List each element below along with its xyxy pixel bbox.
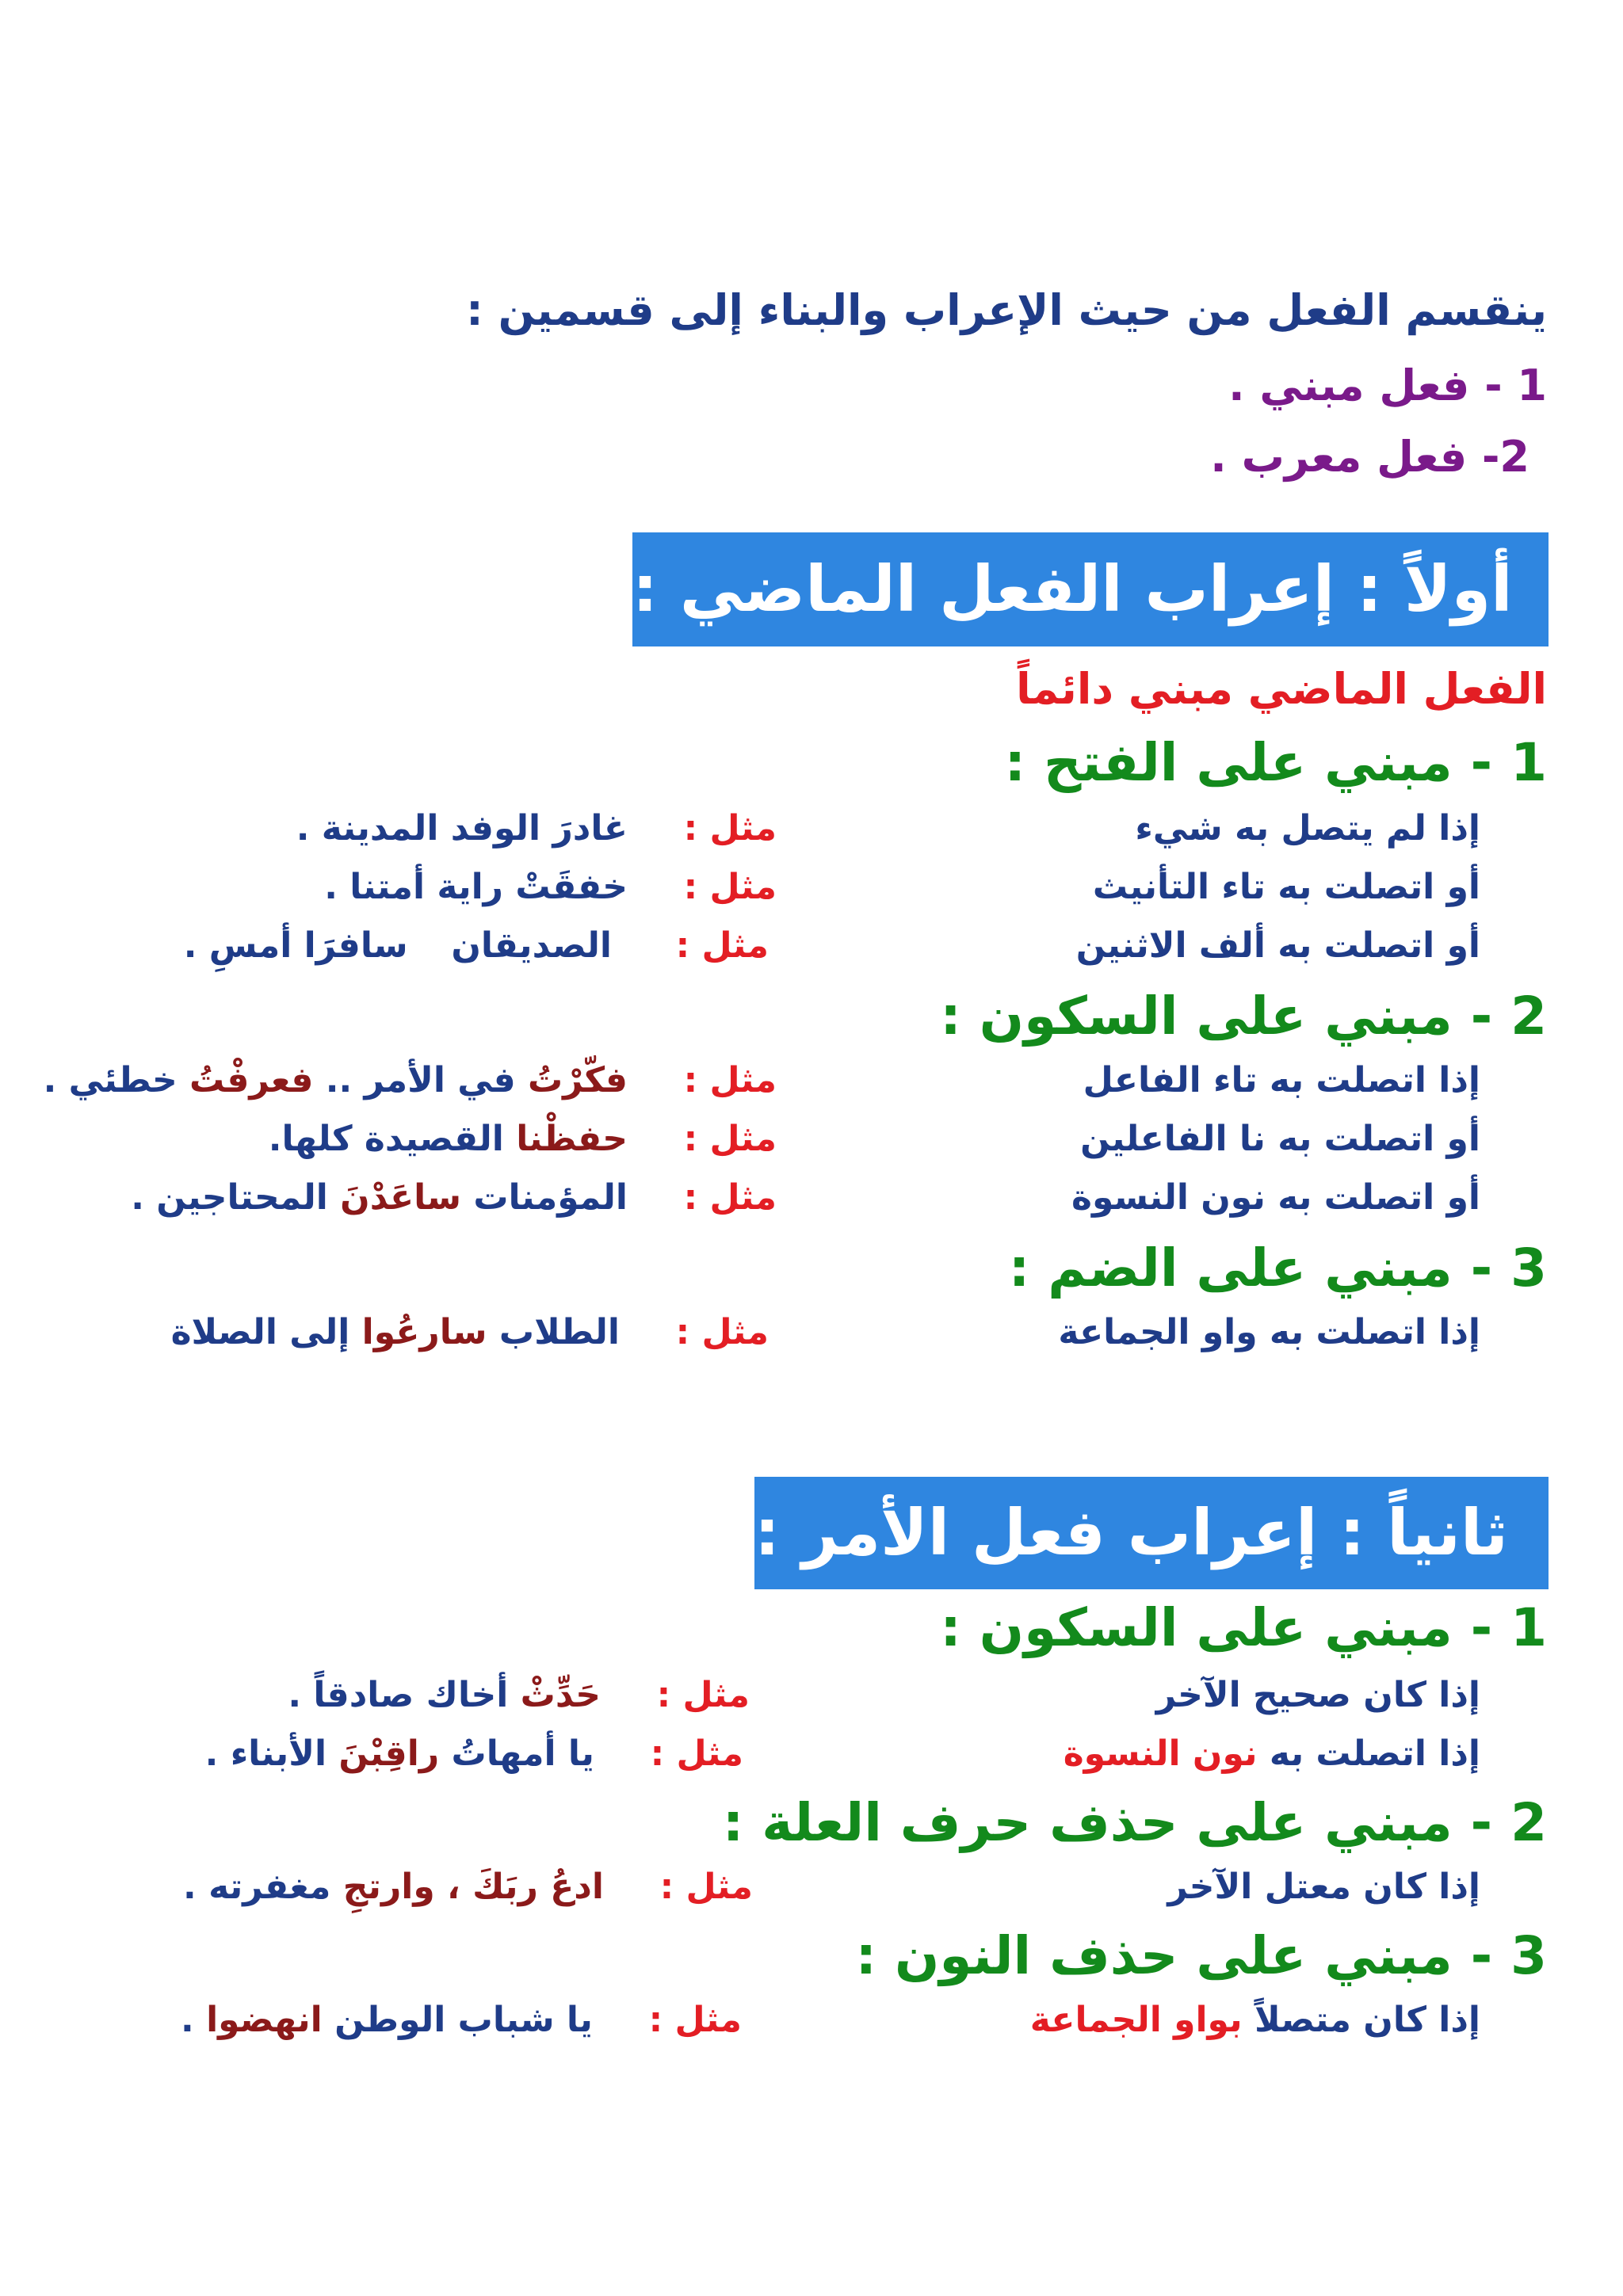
imperative-banner: [754, 1477, 1549, 1589]
example-label: مثل :: [683, 1177, 777, 1218]
intro-item-1: 1 - فعل مبني .: [1228, 360, 1547, 410]
past-s1-example-3: [183, 925, 769, 966]
example-label: مثل :: [675, 1312, 769, 1352]
example-verb-1: حفظْنا: [516, 1119, 628, 1159]
example-text-end: المحتاجين .: [131, 1177, 328, 1218]
imperative-s1-cond-2: [1063, 1733, 1480, 1774]
example-text: خفقَتْ راية أمتنا .: [324, 867, 628, 907]
past-s2-cond-2: أو اتصلت به نا الفاعلين: [1080, 1119, 1480, 1159]
imperative-banner-title: ثانياً : إعراب فعل الأمر :: [754, 1496, 1508, 1569]
example-text-end: .: [181, 2000, 194, 2040]
example-text-a: الصديقان: [451, 925, 612, 966]
past-s2-example-3: [131, 1177, 777, 1218]
example-text-mid: في الأمر ..: [325, 1060, 516, 1100]
past-banner: [632, 532, 1549, 646]
example-text-end: إلى الصلاة: [170, 1312, 350, 1352]
example-verb-1: ساعَدْنَ: [340, 1177, 461, 1218]
example-verb-2: فعرفْتُ: [189, 1060, 314, 1100]
cond-text: إذا كان متصلاً: [1254, 2000, 1480, 2040]
intro-item-2: 2- فعل معرب .: [1210, 432, 1529, 482]
past-s3-title: 3 - مبني على الضم :: [1008, 1238, 1547, 1299]
example-text-end: مغفرته .: [183, 1867, 331, 1907]
past-s1-example-1: [296, 808, 777, 849]
cond-text: إذا اتصلت به: [1269, 1733, 1480, 1774]
example-text-end: القصيدة كلها.: [268, 1119, 504, 1159]
past-s2-example-2: [268, 1119, 777, 1159]
example-text-mid: ربَكَ ،: [447, 1867, 538, 1907]
past-s1-example-2: [324, 867, 777, 907]
past-s1-cond-3: أو اتصلت به ألف الاثنين: [1075, 925, 1480, 966]
intro-line: ينقسم الفعل من حيث الإعراب والبناء إلى قسمين :: [466, 285, 1547, 335]
example-verb-1: انهضوا: [206, 2000, 323, 2040]
imperative-s1-title: 1 - مبني على السكون :: [940, 1597, 1547, 1658]
example-verb-2: وارتجِ: [342, 1867, 435, 1907]
past-s2-title: 2 - مبني على السكون :: [940, 986, 1547, 1047]
example-label: مثل :: [656, 1675, 750, 1715]
past-s1-cond-1: إذا لم يتصل به شيء: [1135, 808, 1480, 849]
example-label: مثل :: [683, 867, 777, 907]
example-text-start: يا شباب الوطن: [334, 2000, 593, 2040]
past-s3-example-1: [170, 1312, 769, 1352]
past-s2-cond-3: أو اتصلت به نون النسوة: [1071, 1177, 1480, 1218]
example-label: مثل :: [683, 808, 777, 849]
example-text-end: أخاك صادقاً .: [288, 1675, 509, 1715]
example-text-start: الطلاب: [498, 1312, 620, 1352]
example-label: مثل :: [675, 925, 769, 966]
example-verb-1: ادعُ: [550, 1867, 604, 1907]
example-label: مثل :: [659, 1867, 753, 1907]
imperative-s2-example-1: [183, 1867, 753, 1907]
past-banner-title: أولاً : إعراب الفعل الماضي :: [632, 552, 1513, 626]
example-verb-1: سارعُوا: [361, 1312, 487, 1352]
past-s2-example-1: [43, 1060, 777, 1100]
example-text-b: سافرَا أمسِ .: [183, 925, 408, 966]
imperative-s1-cond-1: إذا كان صحيح الآخر: [1155, 1675, 1480, 1715]
example-label: مثل :: [683, 1119, 777, 1159]
imperative-s3-title: 3 - مبني على حذف النون :: [855, 1925, 1547, 1986]
imperative-s2-title: 2 - مبني على حذف حرف العلة :: [722, 1792, 1547, 1853]
example-label: مثل :: [650, 1733, 743, 1774]
cond-highlight: نون النسوة: [1063, 1733, 1258, 1774]
past-note: الفعل الماضي مبني دائماً: [1016, 664, 1547, 714]
example-verb-1: حَدِّثْ: [520, 1675, 601, 1715]
imperative-s3-cond-1: [1029, 2000, 1480, 2040]
example-text-start: المؤمنات: [473, 1177, 628, 1218]
imperative-s1-example-2: [204, 1733, 743, 1774]
imperative-s3-example-1: [181, 2000, 742, 2040]
example-label: مثل :: [648, 2000, 742, 2040]
example-verb-1: فكّرْتُ: [527, 1060, 628, 1100]
past-s1-cond-2: أو اتصلت به تاء التأنيث: [1092, 867, 1480, 907]
example-label: مثل :: [683, 1060, 777, 1100]
example-text-end: الأبناء .: [204, 1733, 327, 1774]
past-s2-cond-1: إذا اتصلت به تاء الفاعل: [1083, 1060, 1480, 1100]
past-s3-cond-1: إذا اتصلت به واو الجماعة: [1058, 1312, 1480, 1352]
cond-highlight: بواو الجماعة: [1029, 2000, 1243, 2040]
example-text-start: يا أمهاتُ: [451, 1733, 594, 1774]
imperative-s1-example-1: [288, 1675, 750, 1715]
example-text-end: خطئي .: [43, 1060, 178, 1100]
example-verb-1: راقِبْنَ: [338, 1733, 440, 1774]
example-text: غادرَ الوفد المدينة .: [296, 808, 628, 849]
imperative-s2-cond-1: إذا كان معتل الآخر: [1167, 1867, 1480, 1907]
past-s1-title: 1 - مبني على الفتح :: [1004, 732, 1547, 793]
